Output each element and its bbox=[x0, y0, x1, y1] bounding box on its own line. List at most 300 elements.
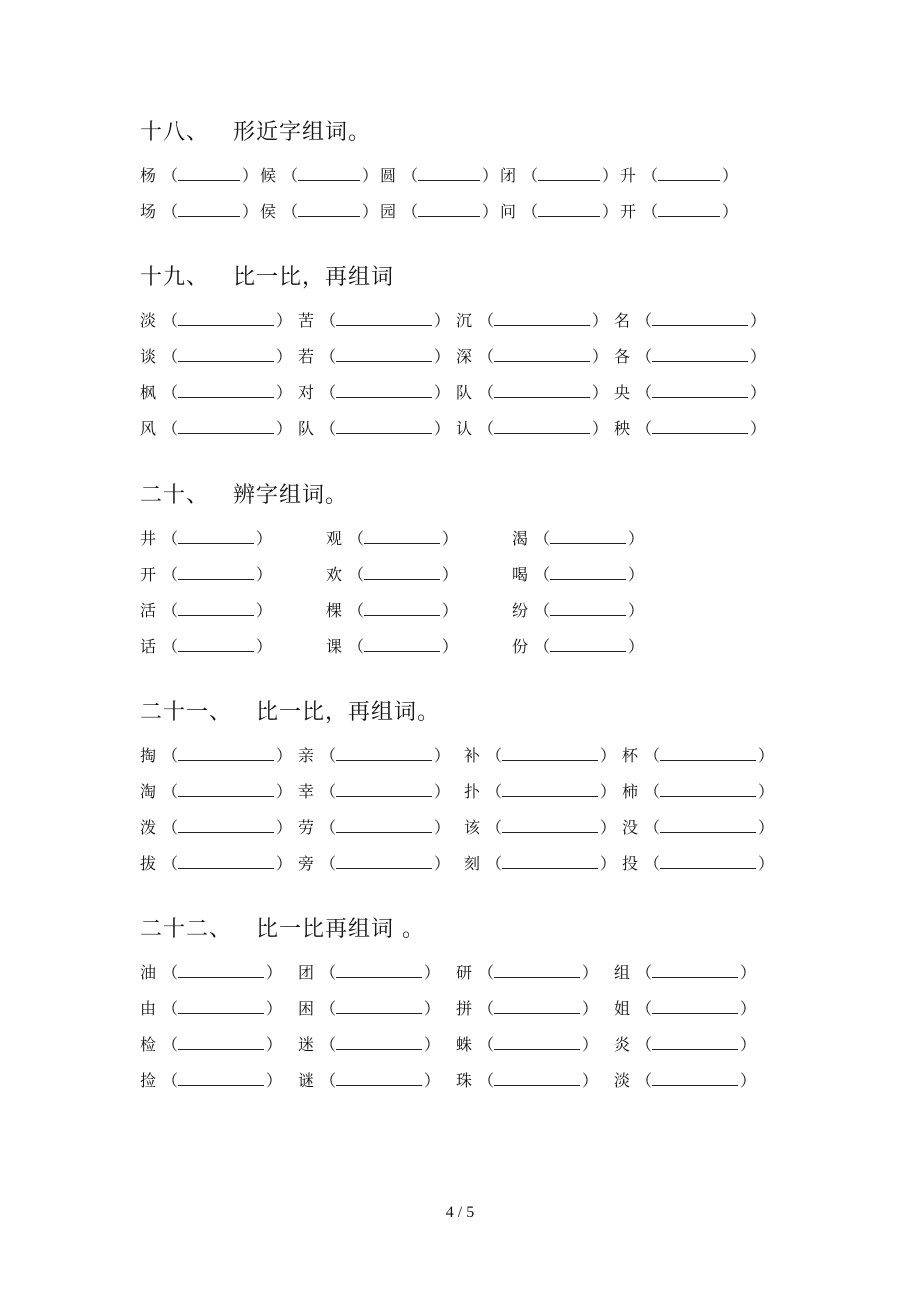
open-paren: （ bbox=[162, 601, 179, 620]
open-paren: （ bbox=[282, 166, 299, 185]
close-paren: ） bbox=[758, 746, 775, 765]
close-paren: ） bbox=[582, 1071, 599, 1090]
open-paren: （ bbox=[320, 818, 337, 837]
answer-blank[interactable] bbox=[336, 976, 422, 978]
character: 央 bbox=[614, 383, 631, 402]
close-paren: ） bbox=[758, 782, 775, 801]
answer-blank[interactable] bbox=[364, 614, 440, 616]
character: 柿 bbox=[622, 782, 639, 801]
answer-blank[interactable] bbox=[550, 578, 626, 580]
open-paren: （ bbox=[478, 1071, 495, 1090]
section-heading bbox=[140, 118, 371, 148]
exercise-row bbox=[140, 1063, 757, 1099]
open-paren: （ bbox=[534, 529, 551, 548]
open-paren: （ bbox=[636, 1071, 653, 1090]
close-paren: ） bbox=[276, 854, 293, 873]
word-item bbox=[622, 738, 775, 774]
character: 刻 bbox=[464, 854, 481, 873]
close-paren: ） bbox=[750, 347, 767, 366]
character: 捡 bbox=[140, 1071, 157, 1090]
close-paren: ） bbox=[434, 347, 451, 366]
answer-blank[interactable] bbox=[178, 432, 274, 434]
word-item bbox=[326, 593, 459, 629]
word-item bbox=[140, 593, 273, 629]
open-paren: （ bbox=[348, 601, 365, 620]
answer-blank[interactable] bbox=[336, 867, 432, 869]
close-paren: ） bbox=[434, 782, 451, 801]
answer-blank[interactable] bbox=[336, 1012, 422, 1014]
answer-blank[interactable] bbox=[364, 650, 440, 652]
answer-blank[interactable] bbox=[652, 360, 748, 362]
open-paren: （ bbox=[486, 746, 503, 765]
character: 淘 bbox=[140, 782, 157, 801]
answer-blank[interactable] bbox=[494, 360, 590, 362]
open-paren: （ bbox=[320, 746, 337, 765]
answer-blank[interactable] bbox=[336, 795, 432, 797]
answer-blank[interactable] bbox=[658, 215, 720, 217]
word-item bbox=[456, 991, 599, 1027]
character: 候 bbox=[260, 166, 277, 185]
word-item bbox=[140, 557, 273, 593]
open-paren: （ bbox=[320, 854, 337, 873]
open-paren: （ bbox=[478, 963, 495, 982]
answer-blank[interactable] bbox=[502, 867, 598, 869]
exercise-row bbox=[140, 846, 775, 882]
close-paren: ） bbox=[628, 601, 645, 620]
word-item bbox=[140, 774, 293, 810]
word-item bbox=[140, 339, 293, 375]
open-paren: （ bbox=[162, 419, 179, 438]
answer-blank[interactable] bbox=[502, 759, 598, 761]
answer-blank[interactable] bbox=[336, 360, 432, 362]
character: 认 bbox=[456, 419, 473, 438]
close-paren: ） bbox=[750, 383, 767, 402]
character: 蛛 bbox=[456, 1035, 473, 1054]
close-paren: ） bbox=[256, 637, 273, 656]
open-paren: （ bbox=[162, 999, 179, 1018]
character: 困 bbox=[298, 999, 315, 1018]
open-paren: （ bbox=[162, 746, 179, 765]
answer-blank[interactable] bbox=[418, 215, 480, 217]
section-title: 比一比再组词 。 bbox=[256, 917, 426, 942]
answer-blank[interactable] bbox=[178, 360, 274, 362]
close-paren: ） bbox=[362, 166, 379, 185]
character: 纷 bbox=[512, 601, 529, 620]
answer-blank[interactable] bbox=[660, 867, 756, 869]
open-paren: （ bbox=[642, 202, 659, 221]
word-item bbox=[298, 738, 451, 774]
character: 淡 bbox=[140, 311, 157, 330]
answer-blank[interactable] bbox=[178, 578, 254, 580]
section-heading bbox=[140, 698, 440, 728]
answer-blank[interactable] bbox=[652, 1048, 738, 1050]
word-item bbox=[140, 629, 273, 665]
character: 谜 bbox=[298, 1071, 315, 1090]
character: 珠 bbox=[456, 1071, 473, 1090]
open-paren: （ bbox=[486, 854, 503, 873]
close-paren: ） bbox=[442, 637, 459, 656]
character: 棵 bbox=[326, 601, 343, 620]
close-paren: ） bbox=[482, 202, 499, 221]
character: 各 bbox=[614, 347, 631, 366]
word-item bbox=[512, 557, 645, 593]
close-paren: ） bbox=[424, 1071, 441, 1090]
close-paren: ） bbox=[242, 202, 259, 221]
open-paren: （ bbox=[522, 166, 539, 185]
open-paren: （ bbox=[320, 1071, 337, 1090]
word-item bbox=[614, 339, 767, 375]
answer-blank[interactable] bbox=[298, 179, 360, 181]
open-paren: （ bbox=[320, 782, 337, 801]
answer-blank[interactable] bbox=[178, 215, 240, 217]
close-paren: ） bbox=[256, 601, 273, 620]
answer-blank[interactable] bbox=[178, 179, 240, 181]
answer-blank[interactable] bbox=[178, 831, 274, 833]
word-item bbox=[380, 194, 499, 230]
character: 枫 bbox=[140, 383, 157, 402]
answer-blank[interactable] bbox=[660, 759, 756, 761]
answer-blank[interactable] bbox=[652, 1012, 738, 1014]
word-item bbox=[140, 955, 283, 991]
answer-blank[interactable] bbox=[336, 324, 432, 326]
answer-blank[interactable] bbox=[364, 542, 440, 544]
answer-blank[interactable] bbox=[502, 795, 598, 797]
answer-blank[interactable] bbox=[336, 432, 432, 434]
character: 苦 bbox=[298, 311, 315, 330]
answer-blank[interactable] bbox=[494, 1084, 580, 1086]
character: 迷 bbox=[298, 1035, 315, 1054]
answer-blank[interactable] bbox=[178, 1048, 264, 1050]
close-paren: ） bbox=[592, 419, 609, 438]
section-heading bbox=[140, 915, 425, 945]
section-number: 二十二、 bbox=[140, 917, 233, 942]
word-item bbox=[456, 411, 609, 447]
close-paren: ） bbox=[600, 854, 617, 873]
word-item bbox=[614, 375, 767, 411]
close-paren: ） bbox=[276, 782, 293, 801]
close-paren: ） bbox=[276, 383, 293, 402]
answer-blank[interactable] bbox=[658, 179, 720, 181]
word-item bbox=[326, 521, 459, 557]
answer-blank[interactable] bbox=[178, 396, 274, 398]
answer-blank[interactable] bbox=[652, 976, 738, 978]
open-paren: （ bbox=[636, 963, 653, 982]
close-paren: ） bbox=[276, 311, 293, 330]
character: 场 bbox=[140, 202, 157, 221]
open-paren: （ bbox=[320, 311, 337, 330]
open-paren: （ bbox=[162, 1071, 179, 1090]
character: 开 bbox=[620, 202, 637, 221]
close-paren: ） bbox=[276, 818, 293, 837]
answer-blank[interactable] bbox=[652, 396, 748, 398]
character: 炎 bbox=[614, 1035, 631, 1054]
word-item bbox=[614, 1063, 757, 1099]
character: 话 bbox=[140, 637, 157, 656]
word-item bbox=[298, 375, 451, 411]
word-item bbox=[622, 810, 775, 846]
exercise-section bbox=[140, 481, 645, 665]
character: 观 bbox=[326, 529, 343, 548]
answer-blank[interactable] bbox=[550, 614, 626, 616]
close-paren: ） bbox=[276, 419, 293, 438]
open-paren: （ bbox=[320, 383, 337, 402]
word-item bbox=[614, 991, 757, 1027]
character: 秧 bbox=[614, 419, 631, 438]
word-item bbox=[614, 303, 767, 339]
close-paren: ） bbox=[266, 999, 283, 1018]
answer-blank[interactable] bbox=[336, 759, 432, 761]
character: 侯 bbox=[260, 202, 277, 221]
open-paren: （ bbox=[162, 311, 179, 330]
answer-blank[interactable] bbox=[652, 432, 748, 434]
word-item bbox=[298, 339, 451, 375]
section-title: 比一比，再组词 bbox=[233, 265, 395, 290]
answer-blank[interactable] bbox=[494, 1048, 580, 1050]
word-item bbox=[298, 1063, 441, 1099]
open-paren: （ bbox=[636, 383, 653, 402]
exercise-row bbox=[140, 991, 757, 1027]
character: 研 bbox=[456, 963, 473, 982]
answer-blank[interactable] bbox=[550, 542, 626, 544]
answer-blank[interactable] bbox=[178, 650, 254, 652]
open-paren: （ bbox=[162, 637, 179, 656]
answer-blank[interactable] bbox=[494, 396, 590, 398]
word-item bbox=[140, 846, 293, 882]
answer-blank[interactable] bbox=[494, 324, 590, 326]
answer-blank[interactable] bbox=[538, 179, 600, 181]
close-paren: ） bbox=[740, 1035, 757, 1054]
character: 深 bbox=[456, 347, 473, 366]
answer-blank[interactable] bbox=[550, 650, 626, 652]
open-paren: （ bbox=[162, 963, 179, 982]
open-paren: （ bbox=[162, 818, 179, 837]
character: 活 bbox=[140, 601, 157, 620]
character: 欢 bbox=[326, 565, 343, 584]
word-item bbox=[512, 629, 645, 665]
character: 闭 bbox=[500, 166, 517, 185]
word-item bbox=[260, 194, 379, 230]
open-paren: （ bbox=[636, 1035, 653, 1054]
character: 圆 bbox=[380, 166, 397, 185]
character: 幸 bbox=[298, 782, 315, 801]
character: 团 bbox=[298, 963, 315, 982]
character: 泼 bbox=[140, 818, 157, 837]
word-item bbox=[260, 158, 379, 194]
close-paren: ） bbox=[434, 383, 451, 402]
close-paren: ） bbox=[276, 347, 293, 366]
exercise-row bbox=[140, 411, 767, 447]
close-paren: ） bbox=[602, 202, 619, 221]
word-item bbox=[298, 774, 451, 810]
word-item bbox=[620, 194, 739, 230]
section-heading bbox=[140, 263, 394, 293]
answer-blank[interactable] bbox=[178, 795, 274, 797]
close-paren: ） bbox=[758, 854, 775, 873]
word-item bbox=[140, 158, 259, 194]
open-paren: （ bbox=[320, 999, 337, 1018]
answer-blank[interactable] bbox=[178, 614, 254, 616]
open-paren: （ bbox=[162, 166, 179, 185]
close-paren: ） bbox=[740, 999, 757, 1018]
open-paren: （ bbox=[534, 565, 551, 584]
exercise-row bbox=[140, 339, 767, 375]
exercise-row bbox=[140, 955, 757, 991]
word-item bbox=[140, 303, 293, 339]
character: 杨 bbox=[140, 166, 157, 185]
character: 旁 bbox=[298, 854, 315, 873]
word-item bbox=[500, 194, 619, 230]
word-item bbox=[140, 375, 293, 411]
word-item bbox=[298, 991, 441, 1027]
exercise-row bbox=[140, 629, 645, 665]
word-item bbox=[140, 738, 293, 774]
answer-blank[interactable] bbox=[178, 1012, 264, 1014]
close-paren: ） bbox=[582, 999, 599, 1018]
word-item bbox=[326, 557, 459, 593]
character: 风 bbox=[140, 419, 157, 438]
character: 对 bbox=[298, 383, 315, 402]
character: 没 bbox=[622, 818, 639, 837]
close-paren: ） bbox=[482, 166, 499, 185]
word-item bbox=[456, 1027, 599, 1063]
open-paren: （ bbox=[534, 601, 551, 620]
answer-blank[interactable] bbox=[502, 831, 598, 833]
word-item bbox=[140, 810, 293, 846]
answer-blank[interactable] bbox=[494, 432, 590, 434]
close-paren: ） bbox=[442, 601, 459, 620]
word-item bbox=[298, 1027, 441, 1063]
answer-blank[interactable] bbox=[364, 578, 440, 580]
section-number: 二十一、 bbox=[140, 700, 233, 725]
close-paren: ） bbox=[600, 746, 617, 765]
answer-blank[interactable] bbox=[660, 795, 756, 797]
word-item bbox=[298, 411, 451, 447]
answer-blank[interactable] bbox=[660, 831, 756, 833]
close-paren: ） bbox=[740, 1071, 757, 1090]
exercise-row bbox=[140, 375, 767, 411]
character: 队 bbox=[456, 383, 473, 402]
word-item bbox=[512, 521, 645, 557]
open-paren: （ bbox=[478, 1035, 495, 1054]
word-item bbox=[614, 955, 757, 991]
exercise-row bbox=[140, 521, 645, 557]
open-paren: （ bbox=[162, 565, 179, 584]
exercise-row bbox=[140, 810, 775, 846]
character: 课 bbox=[326, 637, 343, 656]
answer-blank[interactable] bbox=[652, 324, 748, 326]
exercise-row bbox=[140, 557, 645, 593]
answer-blank[interactable] bbox=[336, 1084, 422, 1086]
word-item bbox=[464, 810, 617, 846]
open-paren: （ bbox=[348, 637, 365, 656]
answer-blank[interactable] bbox=[178, 324, 274, 326]
word-item bbox=[140, 194, 259, 230]
answer-blank[interactable] bbox=[336, 396, 432, 398]
close-paren: ） bbox=[582, 963, 599, 982]
word-item bbox=[326, 629, 459, 665]
answer-blank[interactable] bbox=[178, 1084, 264, 1086]
close-paren: ） bbox=[434, 746, 451, 765]
close-paren: ） bbox=[434, 854, 451, 873]
word-item bbox=[140, 411, 293, 447]
section-number: 二十、 bbox=[140, 483, 210, 508]
exercise-section bbox=[140, 118, 739, 230]
answer-blank[interactable] bbox=[178, 759, 274, 761]
character: 淡 bbox=[614, 1071, 631, 1090]
character: 检 bbox=[140, 1035, 157, 1054]
close-paren: ） bbox=[758, 818, 775, 837]
exercise-row bbox=[140, 303, 767, 339]
open-paren: （ bbox=[478, 419, 495, 438]
close-paren: ） bbox=[434, 818, 451, 837]
close-paren: ） bbox=[242, 166, 259, 185]
page-number: 4 / 5 bbox=[445, 1204, 475, 1221]
character: 井 bbox=[140, 529, 157, 548]
word-item bbox=[464, 846, 617, 882]
word-item bbox=[140, 521, 273, 557]
exercise-row bbox=[140, 593, 645, 629]
word-item bbox=[500, 158, 619, 194]
answer-blank[interactable] bbox=[652, 1084, 738, 1086]
close-paren: ） bbox=[424, 999, 441, 1018]
open-paren: （ bbox=[348, 565, 365, 584]
answer-blank[interactable] bbox=[336, 1048, 422, 1050]
open-paren: （ bbox=[644, 854, 661, 873]
open-paren: （ bbox=[162, 782, 179, 801]
section-title: 辨字组词。 bbox=[233, 483, 349, 508]
close-paren: ） bbox=[256, 529, 273, 548]
answer-blank[interactable] bbox=[178, 976, 264, 978]
word-item bbox=[456, 375, 609, 411]
word-item bbox=[456, 303, 609, 339]
open-paren: （ bbox=[644, 746, 661, 765]
character: 补 bbox=[464, 746, 481, 765]
close-paren: ） bbox=[628, 637, 645, 656]
character: 沉 bbox=[456, 311, 473, 330]
open-paren: （ bbox=[162, 383, 179, 402]
close-paren: ） bbox=[740, 963, 757, 982]
word-item bbox=[614, 411, 767, 447]
close-paren: ） bbox=[442, 529, 459, 548]
close-paren: ） bbox=[266, 963, 283, 982]
close-paren: ） bbox=[750, 311, 767, 330]
close-paren: ） bbox=[628, 565, 645, 584]
answer-blank[interactable] bbox=[178, 542, 254, 544]
answer-blank[interactable] bbox=[178, 867, 274, 869]
close-paren: ） bbox=[722, 202, 739, 221]
word-item bbox=[464, 774, 617, 810]
answer-blank[interactable] bbox=[494, 1012, 580, 1014]
close-paren: ） bbox=[722, 166, 739, 185]
close-paren: ） bbox=[750, 419, 767, 438]
answer-blank[interactable] bbox=[336, 831, 432, 833]
character: 组 bbox=[614, 963, 631, 982]
answer-blank[interactable] bbox=[538, 215, 600, 217]
open-paren: （ bbox=[162, 529, 179, 548]
word-item bbox=[614, 1027, 757, 1063]
character: 名 bbox=[614, 311, 631, 330]
answer-blank[interactable] bbox=[418, 179, 480, 181]
word-item bbox=[622, 774, 775, 810]
close-paren: ） bbox=[592, 347, 609, 366]
open-paren: （ bbox=[636, 311, 653, 330]
section-number: 十九、 bbox=[140, 265, 210, 290]
answer-blank[interactable] bbox=[494, 976, 580, 978]
close-paren: ） bbox=[600, 782, 617, 801]
open-paren: （ bbox=[348, 529, 365, 548]
exercise-row bbox=[140, 738, 775, 774]
answer-blank[interactable] bbox=[298, 215, 360, 217]
